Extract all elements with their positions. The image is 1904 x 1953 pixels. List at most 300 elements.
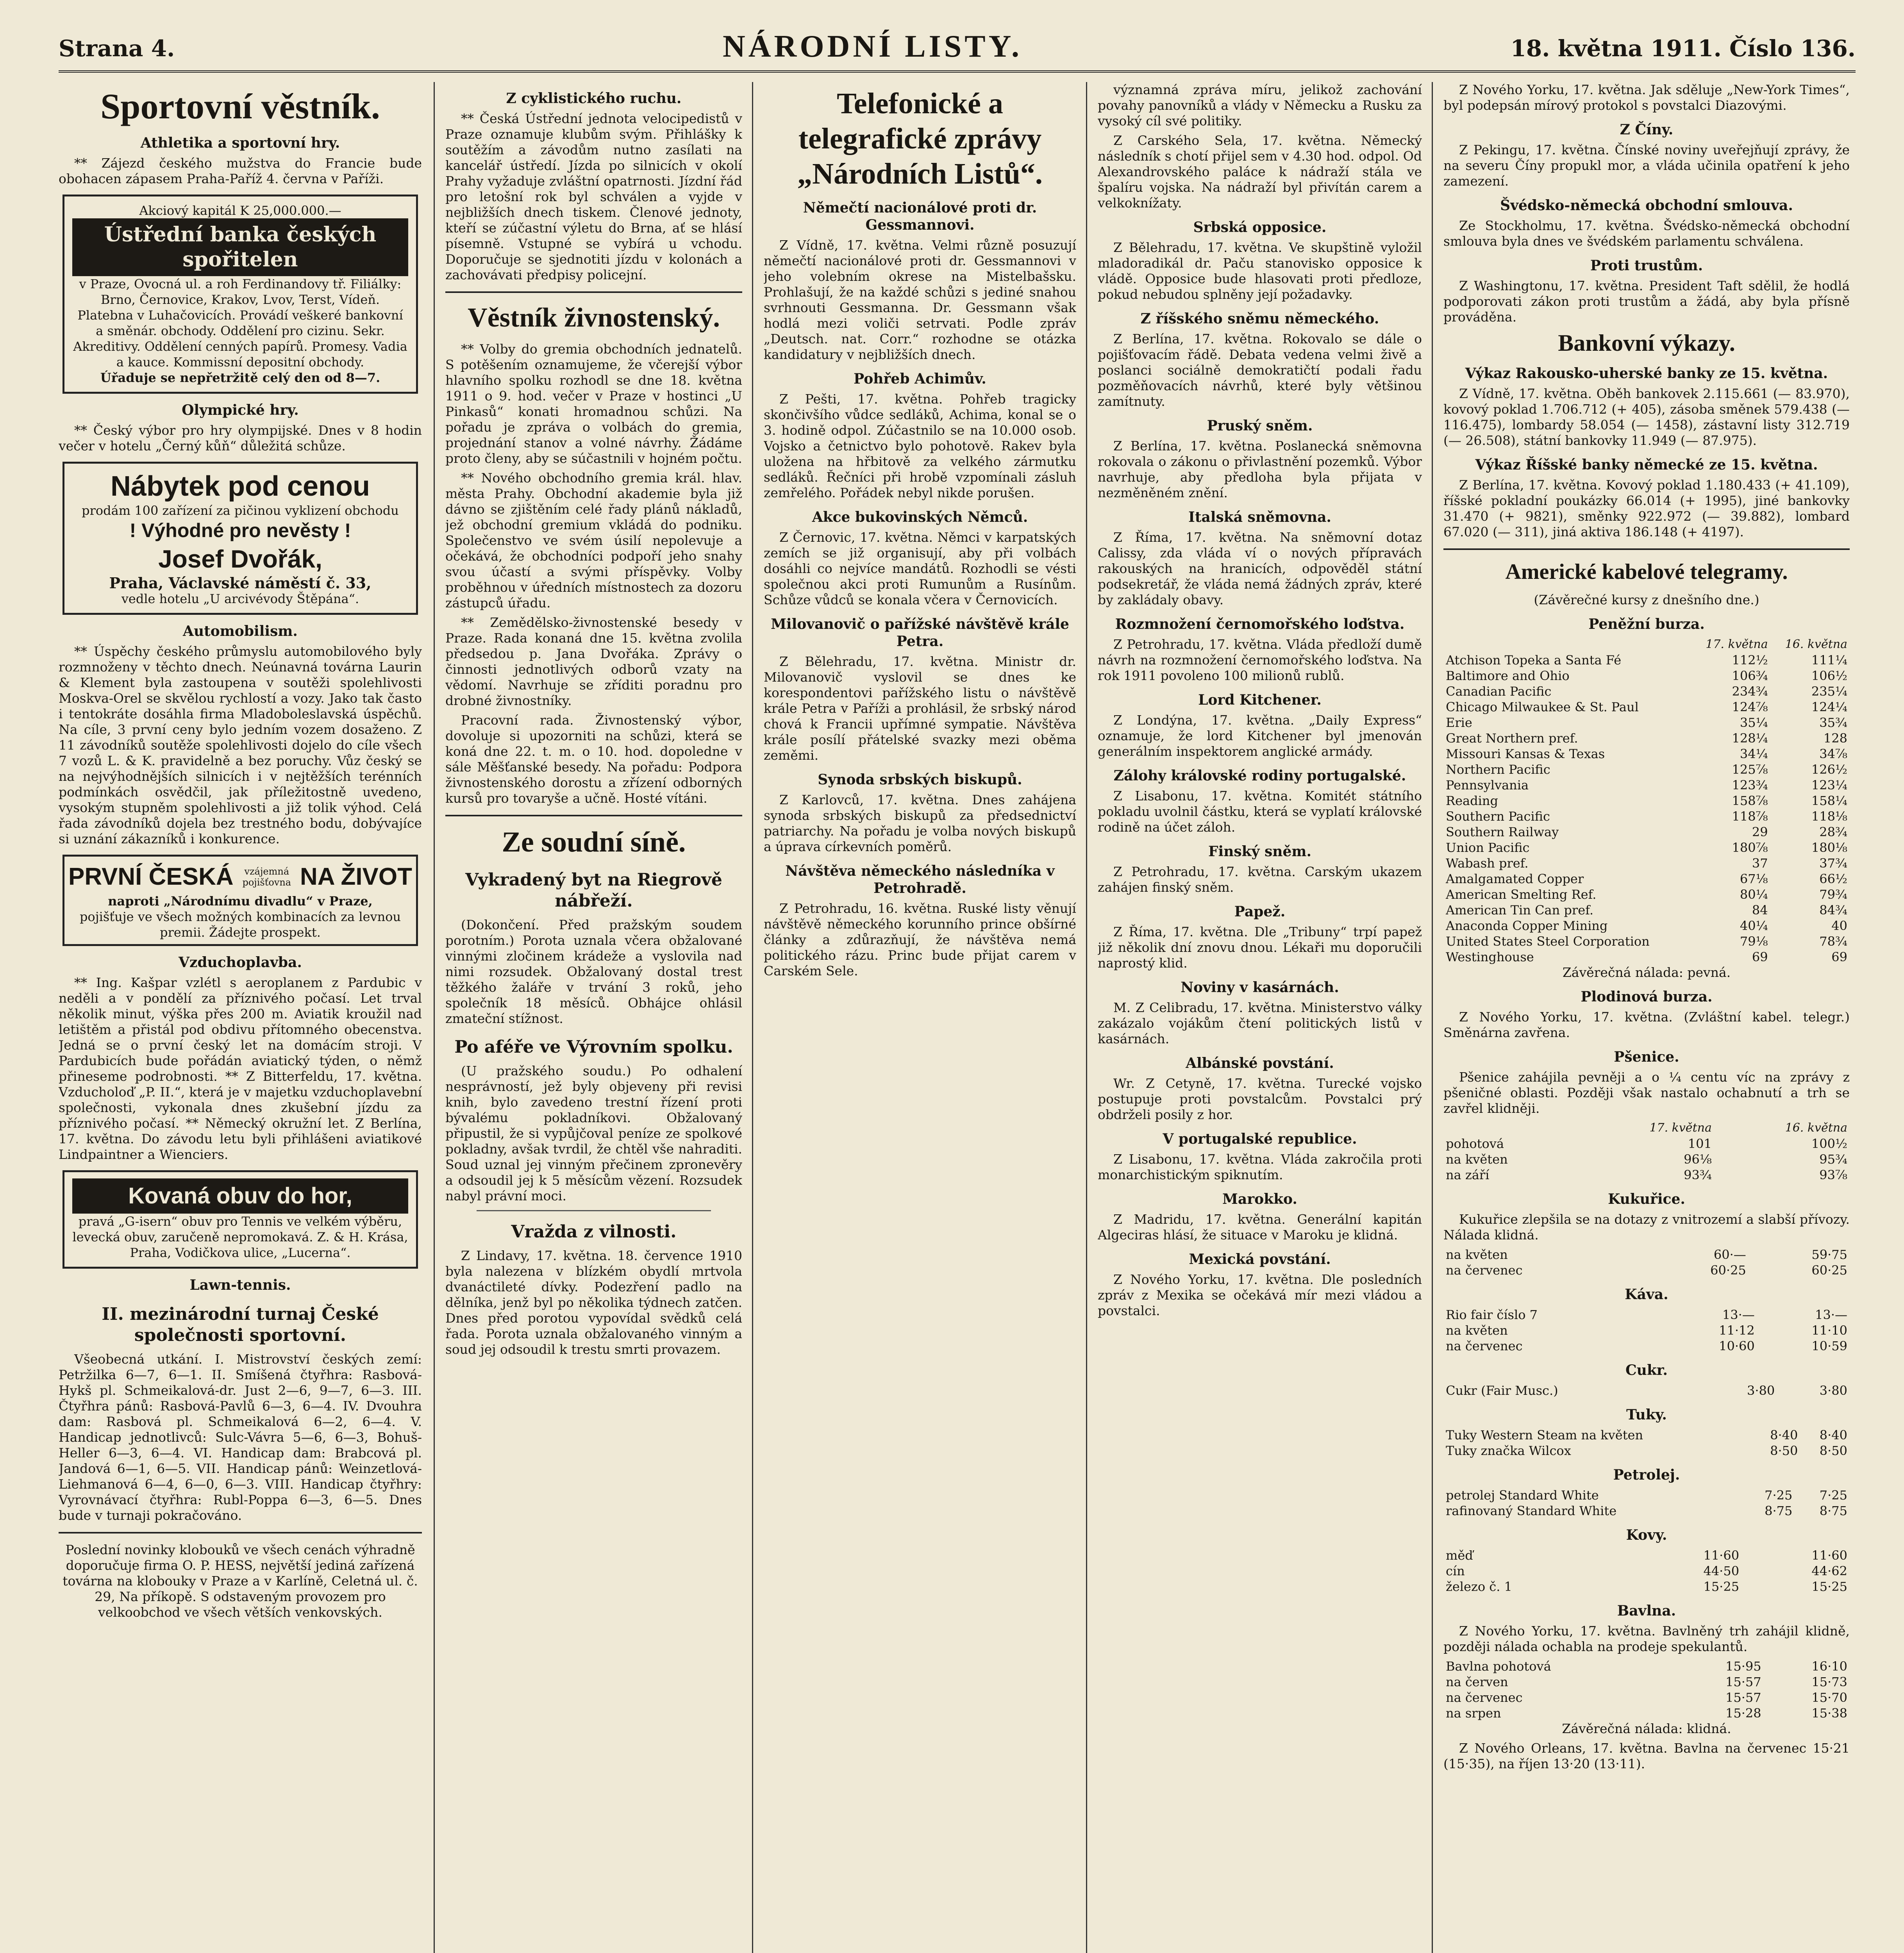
article-text: Z Nového Yorku, 17. května. Bavlněný trh zahájil klidně, později nálada ochabla na prodeje spekulantů.	[1443, 1623, 1850, 1654]
table-row	[1443, 1487, 1850, 1503]
table-row	[1443, 1338, 1850, 1354]
row-label: měď	[1446, 1548, 1473, 1563]
article-title: Po aféře ve Výrovním spolku.	[454, 1037, 733, 1057]
row-label: Canadian Pacific	[1446, 684, 1552, 699]
row-value: 3·80	[1747, 1383, 1775, 1398]
article-title: Milovanovič o pařížské návštěvě krále Petra.	[771, 616, 1069, 650]
subheading: Athletika a sportovní hry.	[140, 135, 340, 151]
article-text: Z Berlína, 17. května. Rokovalo se dále o pojišťovacím řádě. Debata vedena velmi živě a poslanci sociálně demokratičtí podali řadu pozměňovacích návrhů, které byly většinou zamítnuty.	[1098, 331, 1422, 409]
ad-sub: prodám 100 zařízení za pičinou vyklizení obchodu	[82, 503, 399, 518]
row-label: Atchison Topeka a Santa Fé	[1446, 653, 1622, 668]
article-title: V portugalské republice.	[1163, 1131, 1357, 1147]
divider	[477, 1210, 711, 1211]
ad-left: PRVNÍ ČESKÁ	[68, 863, 234, 890]
wheat-table-body	[1443, 1136, 1850, 1183]
table-row	[1443, 793, 1850, 809]
table-header: 17. května	[1706, 637, 1768, 651]
row-label: Tuky značka Wilcox	[1446, 1443, 1571, 1458]
article-text: Kukuřice zlepšila se na dotazy z vnitrozemí a slabší přívozy. Nálada klidná.	[1443, 1212, 1850, 1242]
row-value: 60·—	[1713, 1247, 1746, 1262]
row-value: 35¾	[1819, 715, 1847, 730]
article-text: Z Pekingu, 17. května. Čínské noviny uveřejňují zprávy, že na severu Číny propukl mor, a vláda učinila opatření k jeho zamezení.	[1443, 142, 1850, 189]
table-row	[1443, 715, 1850, 730]
row-label: na červenec	[1446, 1690, 1523, 1705]
table-row	[1443, 1167, 1850, 1183]
article-text: Z Nového Yorku, 17. května. Dle posledních zpráv z Mexika se očekává mír mezi vládou a povstalci.	[1098, 1272, 1422, 1318]
table-row	[1443, 949, 1850, 965]
coffee-table	[1443, 1307, 1850, 1354]
table-row	[1443, 1579, 1850, 1594]
ad-body: pravá „G-isern“ obuv pro Tennis ve velkém výběru, levecká obuv, zaručeně nepromokavá. Z. & H. Krása, Praha, Vodičkova ulice, „Lucerna“.	[72, 1214, 408, 1260]
table-row	[1443, 887, 1850, 902]
row-value: 11·60	[1703, 1548, 1740, 1563]
row-value: 10·60	[1719, 1339, 1755, 1353]
article-text: Z Lindavy, 17. května. 18. července 1910 byla nalezena v blízkém obydlí mrtvola dvanáctileté dívky. Podezření padlo na dělníka, jenž byl po několika týdnech zatčen. Dnes před porotou vypovídal svědků celá řada. Porota uznala obžalovaného vinným a soud jej odsoudil k trestu smrti provazem.	[445, 1248, 742, 1357]
market-note: Závěrečná nálada: pevná.	[1562, 965, 1731, 980]
wheat-table	[1443, 1120, 1850, 1183]
row-value: 10·59	[1811, 1339, 1847, 1353]
subheading: Vzduchoplavba.	[179, 954, 302, 971]
row-label: Chicago Milwaukee & St. Paul	[1446, 700, 1639, 714]
row-label: Pennsylvania	[1446, 778, 1529, 793]
row-value: 59·75	[1811, 1247, 1847, 1262]
row-value: 79⅛	[1740, 934, 1768, 949]
article-title: Srbská opposice.	[1193, 219, 1327, 236]
article-text: (U pražského soudu.) Po odhalení nesprávností, jež byly objeveny při revisi knih, bylo zavedeno trestní řízení proti bývalému pokladníkovi. Obžalovaný připustil, že si vypůjčoval peníze ze spolkové pokladny, avšak tvrdil, že chtěl vše nahraditi. Soud uznal jej vinným přečinem zpronevěry a odsoudil jej k 5 měsícům vězení. Rozsudek nabyl právní moci.	[445, 1063, 742, 1203]
article-title: Finský sněm.	[1208, 843, 1312, 860]
table-row	[1443, 1548, 1850, 1563]
row-value: 15·28	[1725, 1706, 1761, 1721]
divider	[445, 815, 742, 816]
row-value: 158⅞	[1732, 793, 1768, 808]
table-row	[1443, 1151, 1850, 1167]
table-row	[1443, 668, 1850, 684]
table-row	[1443, 746, 1850, 762]
row-value: 44·62	[1811, 1564, 1847, 1578]
row-label: Rio fair číslo 7	[1446, 1307, 1538, 1322]
sugar-table-body	[1443, 1383, 1850, 1398]
article-title: Pruský sněm.	[1207, 418, 1313, 434]
row-label: Cukr (Fair Musc.)	[1446, 1383, 1558, 1398]
column-economy	[1443, 82, 1850, 1953]
article-text: Z Petrohradu, 17. května. Vláda předloží dumě návrh na rozmnožení černomořského loďstva. Na rok 1911 povoleno 100 milionů rublů.	[1098, 637, 1422, 683]
article-title: Akce bukovinských Němců.	[812, 509, 1028, 525]
row-value: 67⅛	[1740, 871, 1768, 886]
row-value: 106½	[1811, 668, 1847, 683]
oil-table-body	[1443, 1487, 1850, 1519]
ad-capital: Akciový kapitál K 25,000.000.—	[139, 203, 341, 218]
article-text: ** Český výbor pro hry olympijské. Dnes v 8 hodin večer v hotelu „Černý kůň“ důležitá schůze.	[59, 423, 422, 453]
row-value: 60·25	[1811, 1263, 1847, 1278]
issue-date: 18. května 1911. Číslo 136.	[1510, 35, 1856, 62]
row-label: Baltimore and Ohio	[1446, 668, 1570, 683]
row-value: 84¾	[1819, 903, 1847, 918]
masthead	[59, 27, 1856, 73]
table-row	[1443, 1503, 1850, 1519]
metals-table-body	[1443, 1548, 1850, 1594]
table-row	[1443, 652, 1850, 668]
row-value: 111¼	[1811, 653, 1847, 668]
row-label: United States Steel Corporation	[1446, 934, 1650, 949]
article-text: ** Nového obchodního gremia král. hlav. města Prahy. Obchodní akademie byla již dávno se zjištěním celé řady plánů nákladů, jež obchodní gremium vkládá do podniku. Společenstvo ve svém úsilí nepolevuje a očekává, že obchodníci podpoří jeho snahy svou účastí a svými příspěvky. Volby proběhnou v úředních místnostech za dozoru zástupců úřadu.	[445, 470, 742, 611]
row-label: na červenec	[1446, 1339, 1523, 1353]
section-heading: Americké kabelové telegramy.	[1505, 560, 1788, 584]
row-label: na květen	[1446, 1247, 1508, 1262]
article-title: Kovy.	[1626, 1527, 1667, 1543]
table-row	[1443, 1247, 1850, 1262]
row-value: 118⅞	[1732, 809, 1768, 824]
row-value: 37	[1752, 856, 1768, 871]
table-row	[1443, 934, 1850, 949]
article-text: Z Lisabonu, 17. května. Komitét státního pokladu uvolnil částku, která se vyplatí královské rodině na účet záloh.	[1098, 788, 1422, 835]
row-label: cín	[1446, 1564, 1465, 1578]
row-value: 66½	[1819, 871, 1847, 886]
ad-small: vzájemná pojišťovna	[242, 866, 291, 888]
article-text: ** Zemědělsko-živnostenské besedy v Praze. Rada konaná dne 15. května zvolila předsedou p. Jana Dvořáka. Zprávy o činnosti jednotlivých odborů vzaty na vědomí. Navrhuje se zříditi poradnu pro drobné živnostníky.	[445, 615, 742, 708]
column-rule	[752, 82, 753, 1953]
article-text: Z Petrohradu, 17. května. Carským ukazem zahájen finský sněm.	[1098, 864, 1422, 895]
row-label: železo č. 1	[1446, 1579, 1512, 1594]
article-text: Z Nového Yorku, 17. května. Jak sděluje „New-York Times“, byl podepsán mírový protokol s povstalci Diazovými.	[1443, 82, 1850, 113]
row-label: Tuky Western Steam na květen	[1446, 1428, 1643, 1442]
row-value: 235¼	[1811, 684, 1847, 699]
article-title: Pšenice.	[1614, 1049, 1679, 1065]
row-value: 124⅞	[1732, 700, 1768, 714]
furniture-advertisement	[63, 462, 418, 615]
metals-table	[1443, 1548, 1850, 1594]
row-label: Erie	[1446, 715, 1472, 730]
row-label: Bavlna pohotová	[1446, 1659, 1551, 1674]
row-label: pohotová	[1446, 1136, 1504, 1151]
article-text: Z Londýna, 17. května. „Daily Express“ oznamuje, že lord Kitchener byl jmenován generálním inspektorem anglické armády.	[1098, 712, 1422, 759]
row-label: petrolej Standard White	[1446, 1488, 1599, 1503]
row-value: 15·95	[1725, 1659, 1761, 1674]
oil-table	[1443, 1487, 1850, 1519]
article-text: Z Černovic, 17. května. Němci v karpatských zemích se již organisují, aby při volbách dosáhli co nejvíce mandátů. Rozhodli se vésti společnou akci proti Rumunům a Rusínům. Schůze vůdců se konala včera v Černovicích.	[764, 530, 1076, 607]
article-title: Němečtí nacionálové proti dr. Gessmannovi.	[803, 200, 1037, 233]
article-text: Z Říma, 17. května. Dle „Tribuny“ trpí papež již několik dní znovu dnou. Lékaři mu doporučili naprostý klid.	[1098, 924, 1422, 971]
table-row	[1443, 855, 1850, 871]
article-text: Z Carského Sela, 17. května. Německý následník s chotí přijel sem v 4.30 hod. odpol. Od Alexandrovského paláce k nádraží stála ve špalíru vojska. Na nádraží byl přivítán carem a velkoknížaty.	[1098, 133, 1422, 211]
article-text: Z Říma, 17. května. Na sněmovní dotaz Calissy, zda vláda ví o nových přípravách rakouských na hranicích, odpověděl státní podsekretář, že vláda nemá žádných zpráv, které by zakládaly obavy.	[1098, 530, 1422, 607]
stock-table	[1443, 637, 1850, 965]
table-row	[1443, 1323, 1850, 1338]
row-value: 123¼	[1811, 778, 1847, 793]
row-value: 93¾	[1684, 1168, 1712, 1182]
row-value: 126½	[1811, 762, 1847, 777]
row-value: 8·40	[1770, 1428, 1798, 1442]
column-rule	[1086, 82, 1087, 1953]
article-text: Z Karlovců, 17. května. Dnes zahájena synoda srbských biskupů za předsednictví patriarchy. Na pořadu je volba nových biskupů a úprava církevních poměrů.	[764, 792, 1076, 854]
row-value: 8·50	[1770, 1443, 1798, 1458]
article-text: Z Nového Yorku, 17. května. (Zvláštní kabel. telegr.) Směnárna zavřena.	[1443, 1009, 1850, 1040]
table-row	[1443, 918, 1850, 934]
row-label: Reading	[1446, 793, 1498, 808]
article-title: Mexická povstání.	[1189, 1251, 1331, 1267]
article-text: Z Petrohradu, 16. května. Ruské listy věnují návštěvě německého korunního prince obšírné články a zdůrazňují, že návštěva nemá politického rázu. Princ bude přijat carem v Carském Sele.	[764, 901, 1076, 978]
article-title: Albánské povstání.	[1186, 1055, 1334, 1071]
table-row	[1443, 824, 1850, 840]
row-label: na červen	[1446, 1675, 1508, 1689]
row-value: 123¾	[1732, 778, 1768, 793]
row-value: 34⅞	[1819, 746, 1847, 761]
table-header: 16. května	[1785, 1121, 1847, 1135]
article-text: Pšenice zahájila pevněji a o ¼ centu víc na zprávy z pšeničné oblasti. Později však nastalo ochabnutí a trh se zavřel klidněji.	[1443, 1069, 1850, 1116]
page-number: Strana 4.	[59, 35, 175, 62]
row-value: 79¾	[1819, 887, 1847, 902]
row-label: Anaconda Copper Mining	[1446, 918, 1608, 933]
article-title: Švédsko-německá obchodní smlouva.	[1500, 197, 1793, 214]
ad-body: v Praze, Ovocná ul. a roh Ferdinandovy tř. Filiálky: Brno, Černovice, Krakov, Lvov, Terst, Vídeň. Platebna v Luhačovicích. Provádí veškeré bankovní a směnár. obchody. Oddělení pro cizinu. Sekr. Akreditivy. Oddělení cenných papírů. Promesy. Vadia a kauce. Kommissní depositní obchody.	[73, 277, 407, 370]
row-value: 128	[1823, 731, 1847, 746]
row-label: rafinovaný Standard White	[1446, 1503, 1617, 1518]
row-value: 78¾	[1819, 934, 1847, 949]
article-title: Papež.	[1234, 903, 1286, 920]
subheading: Lawn-tennis.	[189, 1277, 291, 1293]
row-value: 8·50	[1819, 1443, 1847, 1458]
article-title: Marokko.	[1222, 1191, 1297, 1207]
article-title: Z Číny.	[1620, 121, 1674, 138]
article-text: Z Bělehradu, 17. května. Ministr dr. Milovanovič vyslovil se dnes ke korespondentovi pařížského listu o návštěvě krále Petra v Paříži a prohlásil, že srbský národ chová k Francii upřímné sympatie. Návštěva krále posílí přátelské svazky mezi oběma zeměmi.	[764, 654, 1076, 763]
row-value: 15·73	[1811, 1675, 1847, 1689]
article-title: Noviny v kasárnách.	[1181, 979, 1339, 996]
table-row	[1443, 684, 1850, 699]
row-label: na červenec	[1446, 1263, 1523, 1278]
table-row	[1443, 1136, 1850, 1151]
row-value: 93⅞	[1819, 1168, 1847, 1182]
row-value: 44·50	[1703, 1564, 1740, 1578]
row-label: American Tin Can pref.	[1446, 903, 1593, 918]
hat-advertisement: Poslední novinky klobouků ve všech cenách výhradně doporučuje firma O. P. HESS, největší jediná zařízená továrna na klobouky v Praze a v Karlíně, Celetná ul. č. 29, Na příkopě. S odstaveným provozem pro velkoobchod ve všech větších venkovských.	[63, 1542, 418, 1620]
table-header: 17. května	[1649, 1121, 1712, 1135]
insurance-advertisement	[63, 855, 418, 946]
article-title: Káva.	[1625, 1286, 1668, 1303]
article-title: Návštěva německého následníka v Petrohradě.	[785, 863, 1055, 896]
table-row	[1443, 1705, 1850, 1721]
article-title: Bavlna.	[1617, 1603, 1676, 1619]
ad-body: pojišťuje ve všech možných kombinacích za levnou premii. Žádejte prospekt.	[79, 909, 401, 940]
row-label: Union Pacific	[1446, 840, 1530, 855]
row-value: 11·12	[1719, 1323, 1755, 1338]
row-value: 60·25	[1710, 1263, 1746, 1278]
row-label: Great Northern pref.	[1446, 731, 1578, 746]
article-text: Z Bělehradu, 17. května. Ve skupštině vyložil mladoradikál dr. Paču stanovisko opposice k vládě. Opposice bude hlasovati proti předloze, pokud nebudou splněny její požadavky.	[1098, 240, 1422, 302]
row-label: na srpen	[1446, 1706, 1501, 1721]
divider	[1443, 548, 1850, 550]
article-text: Z Washingtonu, 17. května. President Taft sdělil, že hodlá podporovati zákon proti trustům a žádá, aby byla přísně prováděna.	[1443, 278, 1850, 325]
table-row	[1443, 1658, 1850, 1674]
row-value: 80¼	[1740, 887, 1768, 902]
table-row	[1443, 809, 1850, 824]
row-value: 7·25	[1765, 1488, 1793, 1503]
row-value: 13·—	[1815, 1307, 1847, 1322]
subheading: Z cyklistického ruchu.	[506, 90, 682, 107]
table-row	[1443, 1262, 1850, 1278]
corn-table	[1443, 1247, 1850, 1278]
article-text: ** Zájezd českého mužstva do Francie bude obohacen zápasem Praha-Paříž 4. června v Paříži.	[59, 155, 422, 186]
row-value: 15·57	[1725, 1690, 1761, 1705]
article-title: Cukr.	[1625, 1362, 1668, 1378]
article-title: Italská sněmovna.	[1188, 509, 1331, 525]
ad-title: Ústřední banka českých spořitelen	[72, 218, 408, 276]
column-news	[1098, 82, 1422, 1953]
row-value: 3·80	[1819, 1383, 1847, 1398]
row-value: 35¼	[1740, 715, 1768, 730]
row-value: 34¼	[1740, 746, 1768, 761]
section-heading: Sportovní věstník.	[100, 86, 380, 126]
row-value: 15·25	[1703, 1579, 1740, 1594]
column-rule	[1432, 82, 1433, 1953]
article-title: Petrolej.	[1613, 1467, 1680, 1483]
row-value: 15·38	[1811, 1706, 1847, 1721]
article-text: Z Berlína, 17. května. Poslanecká sněmovna rokovala o zákonu o přivlastnění pozemků. Výbor navrhuje, aby předloha byla přijata v nezměněném znění.	[1098, 438, 1422, 500]
row-value: 11·10	[1811, 1323, 1847, 1338]
row-value: 180⅛	[1811, 840, 1847, 855]
column-trade-court	[445, 82, 742, 1953]
article-text: M. Z Celibradu, 17. května. Ministerstvo války zakázalo vojákům čtení politických listů v kasárnách.	[1098, 1000, 1422, 1046]
article-text: Všeobecná utkání. I. Mistrovství českých zemí: Petržilka 6—7, 6—1. II. Smíšená čtyřhra: Rasbová-Hykš pl. Schmeikalová-dr. Just 2—6, 9—7, 6—3. III. Čtyřhra pánů: Rasbová-Pavlů 6—3, 6—4. IV. Dvouhra dam: Rasbová pl. Schmeikalová 6—2, 6—4. V. Handicap jednotlivců: Sulc-Vávra 5—6, 6—3, Bohuš-Heller 6—3, 6—4. VI. Handicap dam: Brabcová pl. Jandová 6—1, 6—5. VII. Handicap pánů: Weinzetlová-Liehmanová 6—4, 6—0, 6—3. VIII. Handicap čtyřhry: Vyrovnávací čtyřhra: Rubl-Poppa 6—3, 6—5. Dnes bude v turnaji pokračováno.	[59, 1351, 422, 1523]
row-value: 180⅞	[1732, 840, 1768, 855]
row-label: Amalgamated Copper	[1446, 871, 1584, 886]
coffee-table-body	[1443, 1307, 1850, 1354]
table-row	[1443, 1674, 1850, 1690]
article-title: Peněžní burza.	[1588, 616, 1705, 632]
stock-table-body	[1443, 652, 1850, 965]
row-value: 69	[1831, 950, 1847, 964]
article-text: Z Pešti, 17. května. Pohřeb tragicky skončivšího vůdce sedláků, Achima, konal se o 3. hodině odpol. Zúčastnilo se na 10.000 osob. Vojsko a četnictvo bylo pohotově. Rakev byla uložena na hřbitově za velkého zármutku sedláků. Řečníci při hrobě vzpomínali zásluh zemřelého. Pořádek nebyl nikde porušen.	[764, 391, 1076, 500]
article-title: Synoda srbských biskupů.	[818, 771, 1022, 788]
row-label: Southern Pacific	[1446, 809, 1550, 824]
table-row	[1443, 1563, 1850, 1579]
row-value: 15·70	[1811, 1690, 1847, 1705]
ad-address: Praha, Václavské náměstí č. 33,	[109, 574, 372, 592]
table-row	[1443, 730, 1850, 746]
article-text: ** Česká Ústřední jednota velocipedistů v Praze oznamuje klubům svým. Přihlášky k soutěžím a závodům nutno zasílati na kancelář ústředí. Jízda po silnicích v okolí Prahy vyžaduje zvláštní opatrnosti. Jízdní řád pro letošní rok byl schválen a vyjde v nejbližších dnech tiskem. Členové jednoty, kteří se zúčastní výletu do Brna, ať se hlásí písemně. Vstupné se vybírá u vchodu. Doporučuje se sjednotiti jízdu v kolonách a zachovávati předpisy policejní.	[445, 111, 742, 282]
article-text: Z Vídně, 17. května. Velmi různě posuzují němečtí nacionálové proti dr. Gessmannovi v jeho volebním okrese na Mistelbašsku. Prohlašují, že na každé schůzi s jediné snahou svrhnouti Gessmanna. Dr. Gessmann však hodlá mezi voliči setrvati. Podle zpráv „Deutsch. nat. Corr.“ rozhodne se otázka kandidatury v nejbližších dnech.	[764, 237, 1076, 362]
table-row	[1443, 1443, 1850, 1459]
article-title: Rozmnožení černomořského loďstva.	[1115, 616, 1405, 632]
row-label: Wabash pref.	[1446, 856, 1529, 871]
ad-footer: Úřaduje se nepřetržitě celý den od 8—7.	[100, 370, 380, 385]
table-row	[1443, 762, 1850, 777]
row-value: 8·75	[1819, 1503, 1847, 1518]
section-note: (Závěrečné kursy z dnešního dne.)	[1534, 592, 1759, 607]
article-title: Kukuřice.	[1608, 1191, 1685, 1207]
table-row	[1443, 902, 1850, 918]
row-value: 84	[1752, 903, 1768, 918]
divider	[445, 291, 742, 293]
row-label: Missouri Kansas & Texas	[1446, 746, 1605, 761]
row-value: 29	[1752, 825, 1768, 839]
row-value: 100½	[1811, 1136, 1847, 1151]
article-text: Z Madridu, 17. května. Generální kapitán Algeciras hlásí, že situace v Maroku je klidná.	[1098, 1212, 1422, 1242]
fat-table-body	[1443, 1427, 1850, 1459]
article-title: Tuky.	[1626, 1407, 1667, 1423]
row-value: 95¾	[1819, 1152, 1847, 1167]
row-value: 7·25	[1819, 1488, 1847, 1503]
row-value: 106¾	[1732, 668, 1768, 683]
article-text: Z Lisabonu, 17. května. Vláda zakročila proti monarchistickým spiknutím.	[1098, 1151, 1422, 1182]
row-value: 125⅞	[1732, 762, 1768, 777]
corn-table-body	[1443, 1247, 1850, 1278]
row-value: 37¾	[1819, 856, 1847, 871]
article-text: Wr. Z Cetyně, 17. května. Turecké vojsko postupuje proti povstalcům. Povstalci prý obdrželi posily z hor.	[1098, 1076, 1422, 1122]
row-value: 28¾	[1819, 825, 1847, 839]
row-value: 16·10	[1811, 1659, 1847, 1674]
article-text: ** Úspěchy českého průmyslu automobilového byly rozmnoženy v těchto dnech. Neúnavná továrna Laurin & Klement byla zastoupena v soutěži spolehlivosti Moskva-Orel se skvělou rychlostí a vozy. Jako tak často i tentokráte dosáhla firma Mladoboleslavská úspěchů. Na cíle, 3 první ceny bylo jedním vozem dosaženo. Z 11 závodníků soutěže spolehlivosti dojelo do cíle všech 7 vozů L. & K. pravidelně a bez poruchy. Vůz český se na nejvýhodnějších silnicích i v nejtěžších terénních podmínkách osvědčil, jak příležitostně uvedeno, vysokým stupněm spolehlivosti a již tolik výhod. Celá řada závodníků dojela bez trestného bodu, dobývajíce si uznání zákazníků i konkurence.	[59, 644, 422, 846]
article-title: II. mezinárodní turnaj České společnosti sportovní.	[102, 1304, 379, 1345]
article-text: Z Vídně, 17. května. Oběh bankovek 2.115.661 (— 83.970), kovový poklad 1.706.712 (+ 405), zásoba směnek 579.438 (— 116.475), lombardy 58.054 (— 1458), zástavní listy 312.719 (— 26.508), státní bankovky 11.949 (— 87.975).	[1443, 386, 1850, 448]
column-rule	[434, 82, 435, 1953]
ad-line: naproti „Národnímu divadlu“ v Praze,	[108, 894, 373, 909]
row-value: 15·57	[1725, 1675, 1761, 1689]
shoes-advertisement	[63, 1170, 418, 1269]
row-value: 40¼	[1740, 918, 1768, 933]
row-value: 124¼	[1811, 700, 1847, 714]
article-title: Plodinová burza.	[1581, 989, 1713, 1005]
article-text: Z Berlína, 17. května. Kovový poklad 1.180.433 (+ 41.109), říšské pokladní poukázky 66.014 (+ 1995), jiné bankovky 31.470 (+ 9821), směnky 922.972 (— 39.882), lombard 67.020 (— 311), jiná aktiva 186.148 (+ 4197).	[1443, 477, 1850, 539]
ad-title: Nábytek pod cenou	[110, 471, 370, 502]
row-value: 96⅛	[1684, 1152, 1712, 1167]
article-title: Vražda z vilnosti.	[511, 1222, 677, 1242]
subheading: Automobilism.	[183, 623, 298, 639]
cotton-table-body	[1443, 1658, 1850, 1721]
table-row	[1443, 699, 1850, 715]
article-text: Pracovní rada. Živnostenský výbor, dovoluje si upozorniti na schůzi, která se koná dne 22. t. m. o 10. hod. dopoledne v sále Měšťanské besedy. Na pořadu: Podpora živnostenského dorostu a zřízení odborných kursů pro tovaryše a učně. Hosté vítáni.	[445, 712, 742, 806]
table-row	[1443, 871, 1850, 887]
article-title: Proti trustům.	[1590, 257, 1703, 274]
article-title: Z říšského sněmu německého.	[1140, 311, 1379, 327]
divider	[59, 1532, 422, 1533]
row-label: Northern Pacific	[1446, 762, 1550, 777]
row-label: na květen	[1446, 1152, 1508, 1167]
column-telegraph	[764, 82, 1076, 1953]
fat-table	[1443, 1427, 1850, 1459]
article-title: Výkaz Říšské banky německé ze 15. května.	[1475, 457, 1818, 473]
article-title: Výkaz Rakousko-uherské banky ze 15. května.	[1465, 365, 1828, 382]
table-row	[1443, 1427, 1850, 1443]
row-value: 69	[1752, 950, 1768, 964]
table-row	[1443, 1307, 1850, 1323]
article-text: významná zpráva míru, jelikož zachování povahy panovníků a vlády v Německu a Rusku za vysoký cíl své politiky.	[1098, 82, 1422, 129]
bank-advertisement	[63, 195, 418, 394]
subheading: Olympické hry.	[182, 402, 299, 418]
row-value: 118⅛	[1811, 809, 1847, 824]
table-row	[1443, 840, 1850, 855]
row-value: 101	[1688, 1136, 1712, 1151]
column-sport	[59, 82, 422, 1953]
ad-name: Josef Dvořák,	[158, 545, 322, 573]
row-value: 40	[1831, 918, 1847, 933]
row-value: 8·40	[1819, 1428, 1847, 1442]
row-label: na září	[1446, 1168, 1490, 1182]
ad-right: NA ŽIVOT	[300, 863, 412, 890]
section-heading: Věstník živnostenský.	[468, 303, 720, 333]
table-row	[1443, 777, 1850, 793]
row-value: 128¼	[1732, 731, 1768, 746]
row-label: American Smelting Ref.	[1446, 887, 1597, 902]
table-row	[1443, 1383, 1850, 1398]
section-heading: Ze soudní síně.	[502, 826, 686, 858]
article-text: ** Volby do gremia obchodních jednatelů. S potěšením oznamujeme, že včerejší výbor hlavního spolku rozhodl se dne 18. května 1911 o 9. hod. večer v Praze v hostinci „U Pinkasů“ konati hromadnou schůzi. Na pořadu je zpráva o volbách do gremia, projednání stanov a volné návrhy. Žádáme proto členy, aby se súčastnili v hojném počtu.	[445, 341, 742, 466]
article-title: Vykradený byt na Riegrově nábřeží.	[465, 870, 722, 911]
row-value: 13·—	[1722, 1307, 1755, 1322]
ad-footer: vedle hotelu „U arcivévody Štěpána“.	[121, 591, 359, 606]
article-title: Lord Kitchener.	[1198, 692, 1322, 708]
section-heading: Telefonické a telegrafické zprávy „Národních Listů“.	[797, 87, 1043, 190]
row-value: 11·60	[1811, 1548, 1847, 1563]
row-label: Southern Railway	[1446, 825, 1559, 839]
